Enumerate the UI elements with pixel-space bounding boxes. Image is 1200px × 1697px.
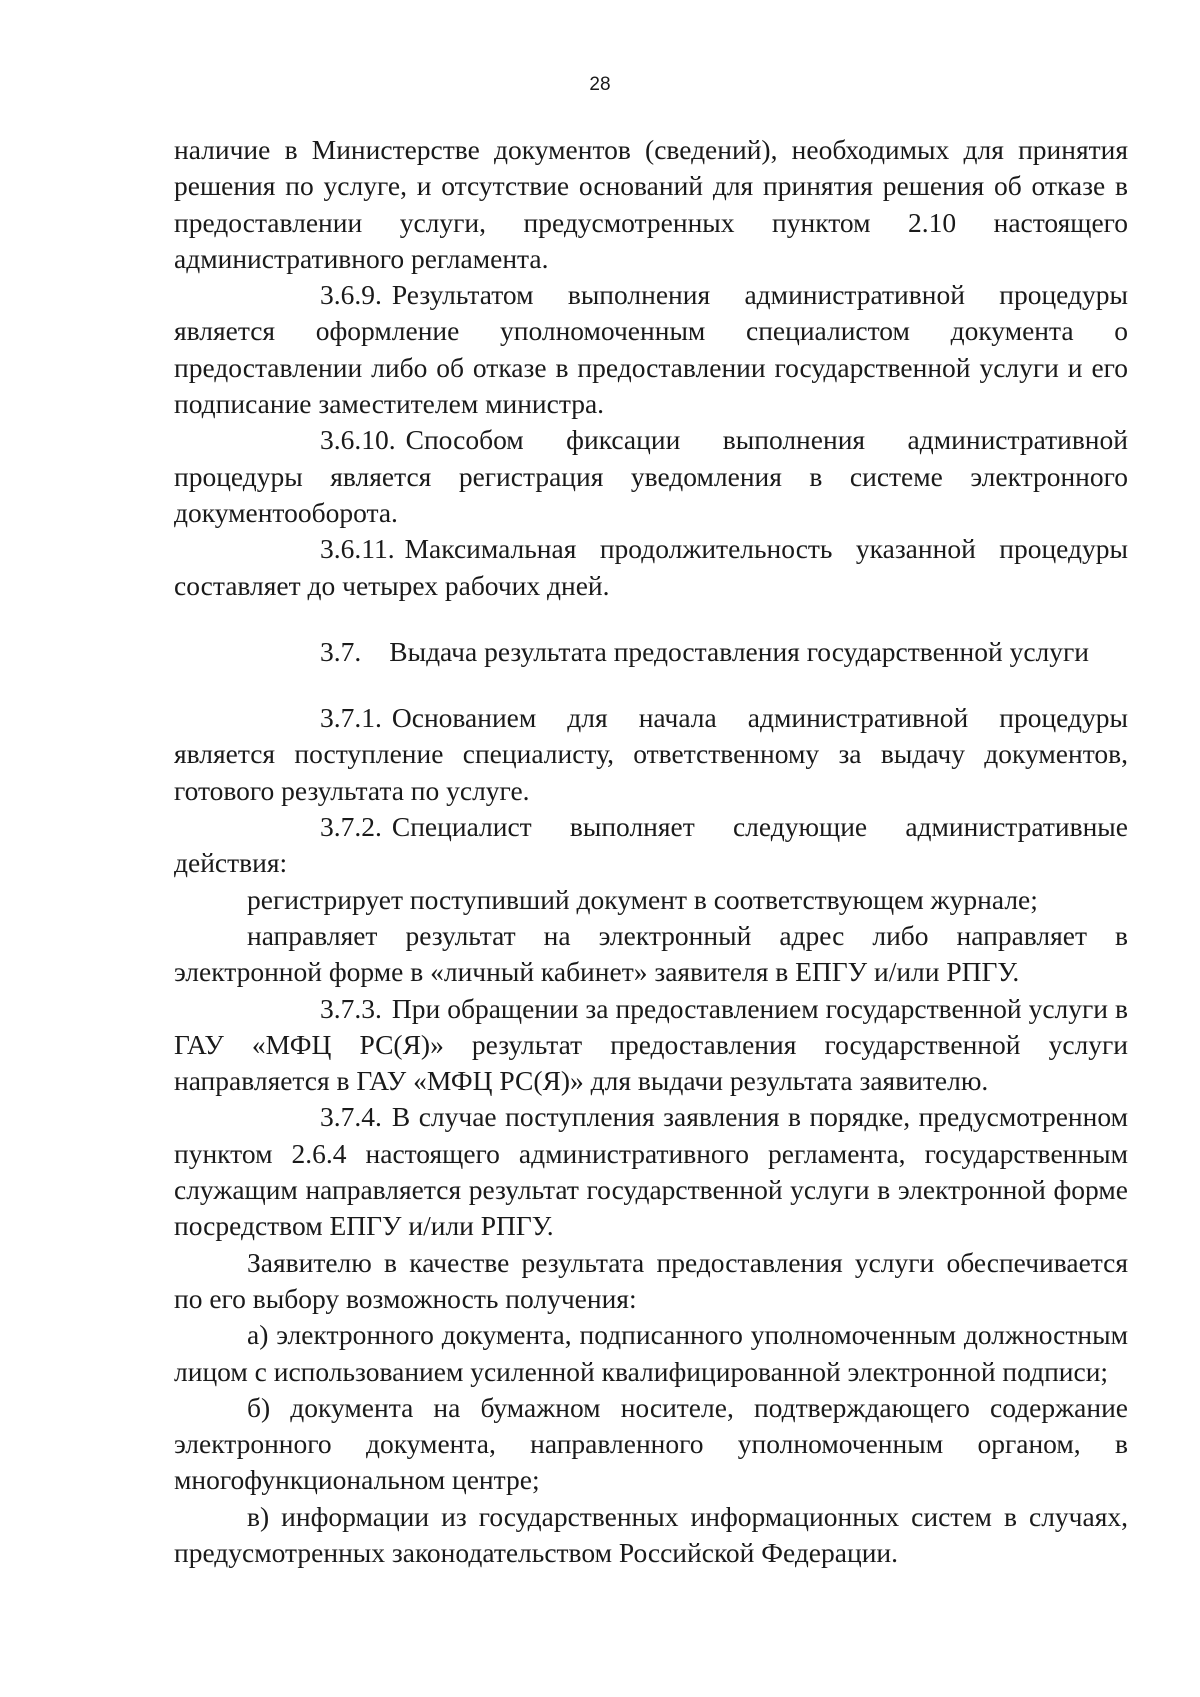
paragraph [174, 809, 1128, 882]
section-number: 3.7. [320, 635, 362, 667]
paragraph-text: Основанием для начала административной процедуры является поступление специалисту, ответственному за выдачу документов, готового результата по услуге. [174, 702, 1128, 806]
paragraph-text: регистрирует поступивший документ в соответствующем журнале; [247, 883, 1038, 915]
paragraph [174, 991, 1128, 1100]
list-item-text: б) документа на бумажном носителе, подтверждающего содержание электронного документа, направленного уполномоченным органом, в многофункциональном центре; [174, 1391, 1128, 1496]
list-paragraph [174, 882, 1128, 918]
paragraph-text: направляет результат на электронный адрес либо направляет в электронной форме в «личный кабинет» заявителя в ЕПГУ и/или РПГУ. [174, 919, 1128, 988]
list-paragraph [174, 918, 1128, 991]
paragraph-text: Способом фиксации выполнения административной процедуры является регистрация уведомления в системе электронного документооборота. [174, 424, 1128, 528]
paragraph-text: При обращении за предоставлением государственной услуги в ГАУ «МФЦ РС(Я)» результат предоставления государственной услуги направляется в ГАУ «МФЦ РС(Я)» для выдачи результата заявителю. [174, 992, 1128, 1097]
list-item [174, 1317, 1128, 1390]
clause-number: 3.7.3. [320, 992, 382, 1024]
clause-number: 3.6.11. [320, 533, 395, 565]
paragraph [174, 422, 1128, 531]
paragraph-text: Специалист выполняет следующие административные действия: [174, 811, 1128, 879]
clause-number: 3.6.9. [320, 279, 382, 311]
paragraph [174, 132, 1128, 277]
list-item [174, 1390, 1128, 1499]
list-item [174, 1499, 1128, 1572]
clause-number: 3.7.4. [320, 1101, 382, 1133]
paragraph [174, 700, 1128, 809]
paragraph-text: Заявителю в качестве результата предоставления услуги обеспечивается по его выбору возможность получения: [174, 1246, 1128, 1314]
paragraph [174, 531, 1128, 604]
paragraph-text: В случае поступления заявления в порядке, предусмотренном пунктом 2.6.4 настоящего административного регламента, государственным служащим направляется результат государственной услуги в электронной форме посредством ЕПГУ и/или РПГУ. [174, 1101, 1128, 1242]
paragraph-text: наличие в Министерстве документов (сведений), необходимых для принятия решения по услуге, и отсутствие оснований для принятия решения об отказе в предоставлении услуги, предусмотренных пунктом 2.10 настоящего административного регламента. [174, 134, 1128, 274]
section-title: Выдача результата предоставления государственной услуги [389, 635, 1089, 667]
list-item-text: а) электронного документа, подписанного уполномоченным должностным лицом с использованием усиленной квалифицированной электронной подписи; [174, 1319, 1128, 1387]
clause-number: 3.7.2. [320, 811, 382, 843]
paragraph-text: Результатом выполнения административной процедуры является оформление уполномоченным специалистом документа о предоставлении либо об отказе в предоставлении государственной услуги и его подписание заместителем министра. [174, 279, 1128, 420]
clause-number: 3.6.10. [320, 424, 396, 456]
document-body [174, 132, 1128, 1571]
paragraph [174, 277, 1128, 422]
list-item-text: в) информации из государственных информационных систем в случаях, предусмотренных законодательством Российской Федерации. [174, 1500, 1128, 1568]
clause-number: 3.7.1. [320, 702, 382, 734]
page-number: 28 [589, 74, 611, 95]
paragraph [174, 1245, 1128, 1318]
section-heading [174, 634, 1128, 670]
paragraph-text: Максимальная продолжительность указанной процедуры составляет до четырех рабочих дней. [174, 533, 1128, 601]
paragraph [174, 1099, 1128, 1244]
